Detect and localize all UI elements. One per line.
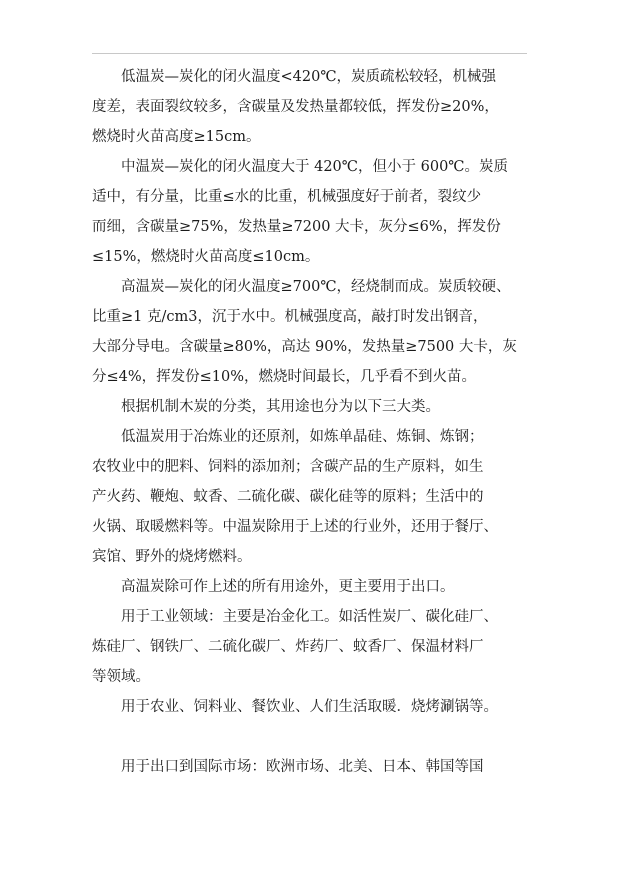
text-line: 大部分导电。含碳量≥80%，高达 90%，发热量≥7500 大卡，灰 [92, 339, 517, 355]
paragraph-high-temp-charcoal [92, 272, 527, 392]
paragraph-industrial-uses [92, 602, 527, 692]
text-line: 低温炭用于冶炼业的还原剂，如炼单晶硅、炼铜、炼钢； [121, 429, 484, 445]
paragraph-spacer [92, 722, 527, 752]
text-line: 火锅、取暖燃料等。中温炭除用于上述的行业外，还用于餐厅、 [92, 519, 498, 535]
text-line: 产火药、鞭炮、蚊香、二硫化碳、碳化硅等的原料；生活中的 [92, 489, 484, 505]
paragraph-mid-temp-charcoal [92, 152, 527, 272]
text-line: 农牧业中的肥料、饲料的添加剂；含碳产品的生产原料，如生 [92, 459, 484, 475]
text-line: 用于农业、饲料业、餐饮业、人们生活取暖．烧烤涮锅等。 [121, 699, 498, 715]
text-line: 而细，含碳量≥75%，发热量≥7200 大卡，灰分≤6%，挥发份 [92, 219, 501, 235]
text-line: 比重≥1 克/cm3，沉于水中。机械强度高，敲打时发出钢音， [92, 309, 488, 325]
text-line: 燃烧时火苗高度≥15cm。 [92, 129, 261, 145]
paragraph-agriculture-uses [92, 692, 527, 722]
text-line: 低温炭—炭化的闭火温度<420℃，炭质疏松较轻，机械强 [121, 69, 497, 85]
text-line: 分≤4%，挥发份≤10%，燃烧时间最长，几乎看不到火苗。 [92, 369, 477, 385]
text-line: ≤15%，燃烧时火苗高度≤10cm。 [92, 249, 320, 265]
text-line: 中温炭—炭化的闭火温度大于 420℃，但小于 600℃。炭质 [121, 159, 509, 175]
paragraph-low-temp-uses [92, 422, 527, 572]
paragraph-usage-intro [92, 392, 527, 422]
text-line: 炼硅厂、钢铁厂、二硫化碳厂、炸药厂、蚊香厂、保温材料厂 [92, 639, 484, 655]
paragraph-low-temp-charcoal [92, 62, 527, 152]
text-line: 宾馆、野外的烧烤燃料。 [92, 549, 252, 565]
text-line: 高温炭—炭化的闭火温度≥700℃，经烧制而成。炭质较硬、 [121, 279, 511, 295]
text-line: 高温炭除可作上述的所有用途外，更主要用于出口。 [121, 579, 455, 595]
text-line: 根据机制木炭的分类，其用途也分为以下三大类。 [121, 399, 440, 415]
text-line: 用于出口到国际市场：欧洲市场、北美、日本、韩国等国 [121, 759, 484, 775]
text-line: 度差，表面裂纹较多，含碳量及发热量都较低，挥发份≥20%， [92, 99, 499, 115]
document-body [92, 62, 527, 782]
header-rule [92, 53, 527, 54]
paragraph-export-uses [92, 752, 527, 782]
text-line: 用于工业领域：主要是冶金化工。如活性炭厂、碳化硅厂、 [121, 609, 498, 625]
text-line: 等领域。 [92, 669, 150, 685]
paragraph-high-temp-uses [92, 572, 527, 602]
text-line: 适中，有分量，比重≤水的比重，机械强度好于前者，裂纹少 [92, 189, 482, 205]
